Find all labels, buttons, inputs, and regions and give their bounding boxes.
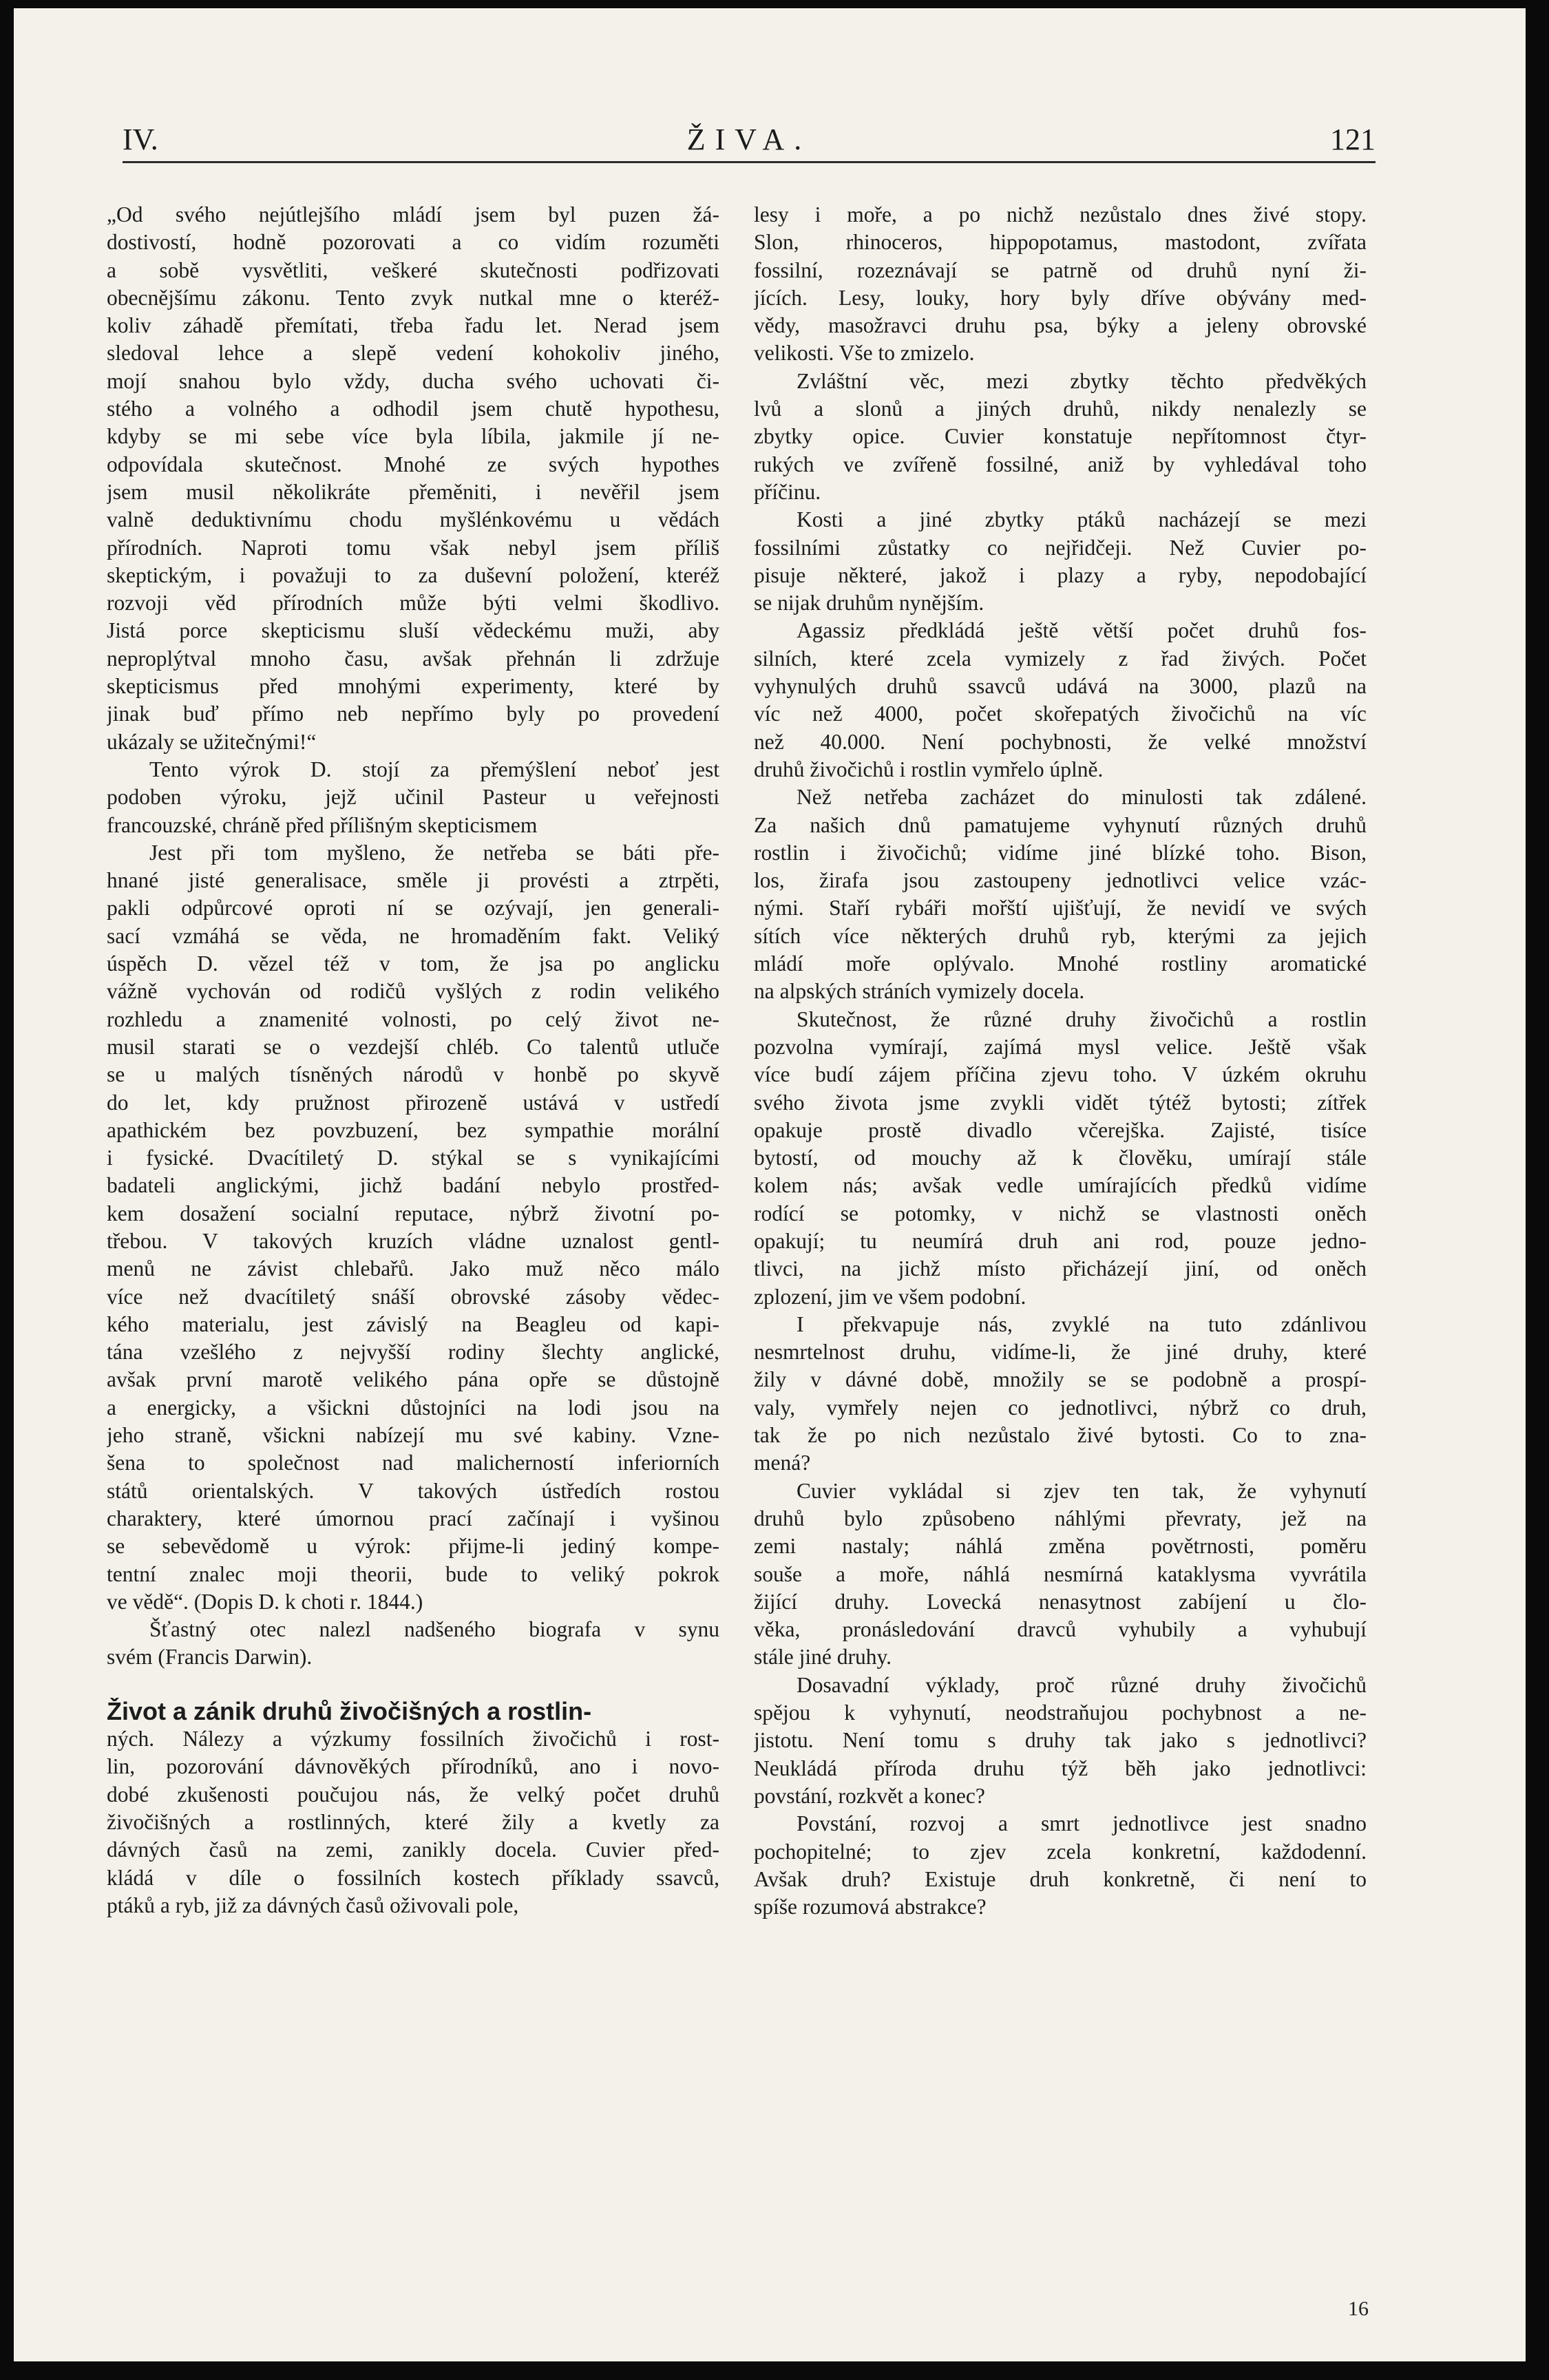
right-column-line: než 40.000. Není pochybnosti, že velké množství (754, 729, 1367, 754)
right-column-line: spějou k vyhynutí, neodstraňujou pochybnost a ne- (754, 1700, 1367, 1725)
left-column-line: sací vzmáhá se věda, ne hromaděním fakt. Veliký (107, 923, 719, 948)
page (14, 8, 1526, 2361)
left-column-line: i fysické. Dvacítiletý D. stýkal se s vynikajícími (107, 1146, 719, 1170)
left-column-line: neproplýtval mnoho času, avšak přehnán li zdržuje (107, 646, 719, 671)
left-column-line: mojí snahou bylo vždy, ducha svého uchovati či- (107, 368, 719, 393)
left-column-line: rozvoji věd přírodních může býti velmi škodlivo. (107, 591, 719, 615)
right-column-line: los, žirafa jsou zastoupeny jednotlivci velice vzác- (754, 868, 1367, 893)
left-column-line: kdyby se mi sebe více byla líbila, jakmile jí ne- (107, 424, 719, 449)
right-column-line: věka, pronásledování dravců vyhubily a vyhubují (754, 1617, 1367, 1642)
left-column-line: skeptickým, i považuji to za duševní položení, kteréž (107, 562, 719, 587)
left-column-line: ukázaly se užitečnými!“ (107, 729, 317, 754)
left-column-line: živočišných a rostlinných, které žily a kvetly za (107, 1809, 719, 1834)
left-column-line: Život a zánik druhů živočišných a rostlin- (107, 1697, 592, 1725)
left-column-line: třebou. V takových kruzích vládne uznalost gentl- (107, 1228, 719, 1253)
right-column-line: Neukládá příroda druhu týž běh jako jednotlivci: (754, 1756, 1367, 1780)
right-column-line: svého života jsme zvykli vidět týtéž bytosti; zítřek (754, 1090, 1367, 1115)
right-column-line: Než netřeba zacházet do minulosti tak zdálené. (797, 785, 1367, 810)
right-column-line: zbytky opice. Cuvier konstatuje nepřítomnost čtyr- (754, 424, 1367, 449)
right-column-line: spíše rozumová abstrakce? (754, 1895, 987, 1919)
left-column-line: odpovídala skutečnost. Mnohé ze svých hypothes (107, 452, 719, 476)
left-column-line: jsem musil několikráte přeměniti, i nevěřil jsem (107, 479, 719, 504)
right-column-line: vědy, masožravci druhu psa, býky a jeleny obrovské (754, 313, 1367, 338)
right-column-line: tak že po nich nezůstalo živé bytosti. Co to zna- (754, 1423, 1367, 1448)
right-column-line: souše a moře, náhlá nesmírná kataklysma vyvrátila (754, 1561, 1367, 1586)
right-column-line: vyhynulých druhů ssavců udává na 3000, plazů na (754, 674, 1367, 699)
left-column-line: více než dvacítiletý snáší obrovské zásoby vědec- (107, 1284, 719, 1309)
right-column-line: žijící druhy. Lovecká nenasytnost zabíjení u člo- (754, 1589, 1367, 1614)
right-column-line: jistotu. Není tomu s druhy tak jako s jednotlivci? (754, 1728, 1367, 1753)
left-column-line: a energicky, a všickni důstojníci na lodi jsou na (107, 1395, 719, 1420)
left-column-line: musil starati se o vezdejší chléb. Co talentů utluče (107, 1034, 719, 1059)
left-column-line: obecnějšímu zákonu. Tento zvyk nutkal mne o kteréž- (107, 285, 719, 310)
left-column-line: avšak první marotě velikého pána opře se důstojně (107, 1367, 719, 1392)
left-column-line: sledoval lehce a slepě vedení kohokoliv jiného, (107, 341, 719, 366)
left-column-line: koliv záhadě přemítati, třeba řadu let. Nerad jsem (107, 313, 719, 338)
left-column-line: pakli odpůrcové oproti ní se ozývají, jen generali- (107, 896, 719, 920)
right-column-line: nesmrtelnost druhu, vidíme-li, že jiné druhy, které (754, 1340, 1367, 1365)
right-column-line: valy, vymřely nejen co jednotlivci, nýbrž co druh, (754, 1395, 1367, 1420)
left-column-line: se sebevědomě u výrok: přijme-li jediný kompe- (107, 1534, 719, 1559)
left-column (107, 201, 719, 2266)
right-column-line: fossilními zůstatky co nejřidčeji. Než Cuvier po- (754, 535, 1367, 560)
right-column-line: příčinu. (754, 479, 821, 504)
right-column-line: jících. Lesy, louky, hory byly dříve obývány med- (754, 285, 1367, 310)
left-column-line: lin, pozorování dávnověkých přírodníků, ano i novo- (107, 1754, 719, 1779)
left-column-line: menů ne závist chlebařů. Jako muž něco málo (107, 1256, 719, 1281)
left-column-line: dávných časů na zemi, zanikly docela. Cuvier před- (107, 1837, 719, 1862)
left-column-line: dostivostí, hodně pozorovati a co vidím rozuměti (107, 230, 719, 255)
left-column-line: a sobě vysvětliti, veškeré skutečnosti podřizovati (107, 257, 719, 282)
right-column-line: stále jiné druhy. (754, 1645, 892, 1670)
left-column-line: apathickém bez povzbuzení, bez sympathie morální (107, 1117, 719, 1142)
right-column-line: povstání, rozkvět a konec? (754, 1783, 985, 1808)
right-column-line: na alpských stráních vymizely docela. (754, 979, 1085, 1004)
journal-title: ŽIVA. (686, 123, 812, 156)
right-column-line: nými. Staří rybáři mořští ujišťují, že nevidí ve svých (754, 896, 1367, 920)
left-column-line: jeho straně, všickni nabízejí mu své kabiny. Vzne- (107, 1423, 719, 1448)
left-column-line: „Od svého nejútlejšího mládí jsem byl puzen žá- (107, 202, 719, 227)
right-column-line: lvů a slonů a jiných druhů, nikdy nenalezly se (754, 397, 1367, 421)
left-column-line: tentní znalec moji theorii, bude to veliký pokrok (107, 1561, 719, 1586)
right-column-line: silních, které zcela vymizely z řad živých. Počet (754, 646, 1367, 671)
right-column (754, 201, 1367, 2266)
right-column-line: sítích více některých druhů ryb, kterými za jejich (754, 923, 1367, 948)
right-column-line: víc než 4000, počet skořepatých živočichů na víc (754, 702, 1367, 726)
left-column-line: úspěch D. vězel též v tom, že jsa po anglicku (107, 951, 719, 976)
right-column-line: rukých ve zvířeně fossilné, aniž by vyhledával toho (754, 452, 1367, 476)
left-column-line: tána vzešlého z nejvyšší rodiny šlechty anglické, (107, 1340, 719, 1365)
left-column-line: kého materialu, jest závislý na Beagleu od kapi- (107, 1312, 719, 1336)
left-column-line: jinak buď přímo neb nepřímo byly po provedení (107, 702, 719, 726)
signature-mark: 16 (1348, 2297, 1369, 2320)
right-column-line: Avšak druh? Existuje druh konkretně, či není to (754, 1866, 1367, 1891)
left-column-line: vážně vychován od rodičů vyšlých z rodin velikého (107, 979, 719, 1004)
left-column-line: francouzské, chráně před přílišným skepticismem (107, 812, 538, 837)
right-column-line: Agassiz předkládá ještě větší počet druhů fos- (797, 618, 1367, 643)
running-header (123, 122, 1376, 163)
right-column-line: Skutečnost, že různé druhy živočichů a rostlin (797, 1007, 1367, 1031)
left-column-line: Jest při tom myšleno, že netřeba se báti pře- (149, 840, 719, 865)
left-column-line: států orientalských. V takových ústředích rostou (107, 1478, 719, 1503)
right-column-line: pisuje některé, jakož i plazy a ryby, nepodobající (754, 562, 1367, 587)
volume-number: IV. (123, 123, 158, 156)
right-column-line: tlivci, na jichž místo přicházejí jiní, od oněch (754, 1256, 1367, 1281)
right-column-line: I překvapuje nás, zvyklé na tuto zdánlivou (797, 1312, 1367, 1336)
right-column-line: zplození, jim ve všem podobní. (754, 1284, 1026, 1309)
right-column-line: se nijak druhům nynějším. (754, 591, 984, 615)
right-column-line: Cuvier vykládal si zjev ten tak, že vyhynutí (797, 1478, 1367, 1503)
left-column-line: stého a volného a odhodil jsem chutě hypothesu, (107, 397, 719, 421)
right-column-line: opakuje prostě divadlo včerejška. Zajisté, tisíce (754, 1117, 1367, 1142)
right-column-line: druhů živočichů i rostlin vymřelo úplně. (754, 757, 1104, 781)
right-column-line: opakují; tu neumírá druh ani rod, pouze jedno- (754, 1228, 1367, 1253)
right-column-line: Povstání, rozvoj a smrt jednotlivce jest snadno (797, 1811, 1367, 1836)
right-column-line: Slon, rhinoceros, hippopotamus, mastodont, zvířata (754, 230, 1367, 255)
left-column-line: badateli anglickými, jichž badání nebylo prostřed- (107, 1173, 719, 1198)
right-column-line: Za našich dnů pamatujeme vyhynutí různých druhů (754, 812, 1367, 837)
left-column-line: rozhledu a znamenité volnosti, po celý život ne- (107, 1007, 719, 1031)
left-column-line (107, 1672, 719, 1698)
right-column-line: více budí zájem příčina zjevu toho. V úzkém okruhu (754, 1062, 1367, 1087)
left-column-line: podoben výroku, jejž učinil Pasteur u veřejnosti (107, 785, 719, 810)
right-column-line: pozvolna vymírají, zajímá mysl velice. Ještě však (754, 1034, 1367, 1059)
right-column-line: Kosti a jiné zbytky ptáků nacházejí se mezi (797, 507, 1367, 532)
right-column-line: bytostí, od mouchy až k člověku, umírají stále (754, 1146, 1367, 1170)
left-column-line: do let, kdy pružnost přirozeně ustává v ustředí (107, 1090, 719, 1115)
page-number: 121 (1330, 123, 1376, 156)
right-column-line: mládí moře oplývalo. Mnohé rostliny aromatické (754, 951, 1367, 976)
right-column-line: pochopitelné; to zjev zcela konkretní, každodenní. (754, 1839, 1367, 1864)
header-rule (123, 161, 1376, 163)
left-column-line: kem dosažení socialní reputace, nýbrž životní po- (107, 1201, 719, 1225)
right-column-line: mená? (754, 1451, 811, 1475)
right-column-line: zemi nastaly; náhlá změna povětrnosti, poměru (754, 1534, 1367, 1559)
left-column-line: hnané jisté generalisace, směle ji provésti a ztrpěti, (107, 868, 719, 893)
left-column-line: Jistá porce skepticismu sluší vědeckému muži, aby (107, 618, 719, 643)
left-column-line: ve vědě“. (Dopis D. k choti r. 1844.) (107, 1589, 423, 1614)
left-column-line: svém (Francis Darwin). (107, 1645, 313, 1670)
right-column-line: Zvláštní věc, mezi zbytky těchto předvěkých (797, 368, 1367, 393)
left-column-line: charaktery, které úmornou prací začínají i vyšinou (107, 1506, 719, 1530)
left-column-line: Tento výrok D. stojí za přemýšlení neboť jest (149, 757, 719, 781)
left-column-line: dobé zkušenosti poučujou nás, že velký počet druhů (107, 1782, 719, 1807)
left-column-line: přírodních. Naproti tomu však nebyl jsem příliš (107, 535, 719, 560)
right-column-line: fossilní, rozeznávají se patrně od druhů nyní ži- (754, 257, 1367, 282)
right-column-line: lesy i moře, a po nichž nezůstalo dnes živé stopy. (754, 202, 1367, 227)
left-column-line: valně deduktivnímu chodu myšlénkovému u vědách (107, 507, 719, 532)
left-column-line: kládá v díle o fossilních kostech příklady ssavců, (107, 1865, 719, 1890)
right-column-line: rostlin i živočichů; vidíme jiné blízké toho. Bison, (754, 840, 1367, 865)
right-column-line: kolem nás; avšak vedle umírajících předků vidíme (754, 1173, 1367, 1198)
left-column-line: skepticismus před mnohými experimenty, které by (107, 674, 719, 699)
left-column-line: ných. Nálezy a výzkumy fossilních živočichů i rost- (107, 1727, 719, 1751)
right-column-line: Dosavadní výklady, proč různé druhy živočichů (797, 1672, 1367, 1697)
right-column-line: velikosti. Vše to zmizelo. (754, 341, 975, 366)
right-column-line: druhů bylo způsobeno náhlými převraty, jež na (754, 1506, 1367, 1530)
right-column-line: rodící se potomky, v nichž se vlastnosti oněch (754, 1201, 1367, 1225)
right-column-line: žily v dávné době, množily se se podobně a prospí- (754, 1367, 1367, 1392)
left-column-line: se u malých tísněných národů v honbě po skyvě (107, 1062, 719, 1087)
left-column-line: ptáků a ryb, již za dávných časů oživovali pole, (107, 1893, 519, 1917)
left-column-line: šena to společnost nad malicherností inferiorních (107, 1451, 719, 1475)
left-column-line: Šťastný otec nalezl nadšeného biografa v synu (149, 1617, 719, 1642)
